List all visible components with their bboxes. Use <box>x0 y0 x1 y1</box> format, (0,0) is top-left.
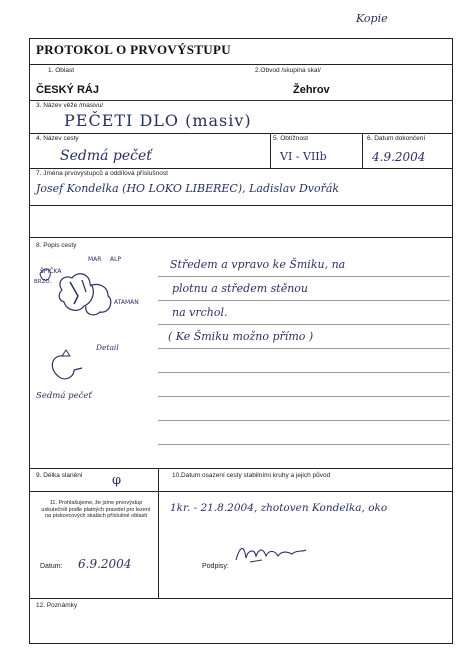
corner-note: Kopie <box>356 12 388 25</box>
ruled-line <box>158 300 450 301</box>
jmena-label: 7. Jména prvovýstupců a oddílová příslušnost <box>36 170 168 177</box>
divider <box>29 491 453 492</box>
sketch-label: ALP <box>110 256 122 263</box>
osazeni-value: 1kr. - 21.8.2004, zhotoven Kondelka, oko <box>170 502 388 514</box>
divider <box>270 133 271 168</box>
sketch-caption: Sedmá pečeť <box>36 391 92 401</box>
divider <box>29 133 453 134</box>
route-sketch <box>34 252 158 412</box>
vez-label: 3. Název věže /masivu/ <box>36 102 104 109</box>
ruled-line <box>158 276 450 277</box>
route-line <box>70 282 78 304</box>
sketch-label: ATAMAN <box>114 299 139 306</box>
datum2-value: 6.9.2004 <box>78 557 132 571</box>
popis-label: 8. Popis cesty <box>36 242 77 249</box>
podpisy-label: Podpisy: <box>202 563 229 570</box>
ruled-line <box>158 444 450 445</box>
divider <box>158 468 159 598</box>
datum-label: 6. Datum dokončení <box>367 135 426 142</box>
ruled-line <box>158 324 450 325</box>
route-line <box>82 280 86 292</box>
obvod-label: 2.Obvod /skupina skal/ <box>255 67 321 74</box>
delka-value: φ <box>112 473 122 488</box>
sketch-label: MAR <box>88 256 102 263</box>
divider <box>29 100 453 101</box>
popis-line: na vrchol. <box>172 306 228 319</box>
divider <box>29 237 453 238</box>
page-title: PROTOKOL O PRVOVÝSTUPU <box>36 42 231 57</box>
divider <box>362 133 363 168</box>
rock-outline <box>86 284 111 314</box>
obtiznost-label: 5. Obtížnost <box>273 135 309 142</box>
ruled-line <box>158 348 450 349</box>
divider <box>29 168 453 169</box>
datum-value: 4.9.2004 <box>372 150 426 164</box>
popis-line: Středem a vpravo ke Šmiku, na <box>170 258 346 271</box>
sketch-label: BRZD. <box>34 279 52 285</box>
sketch-label: ŠPIČKA <box>40 268 62 275</box>
detail-arrow <box>62 350 70 356</box>
cesta-label: 4. Název cesty <box>36 135 79 142</box>
obtiznost-value: VI - VIIb <box>280 150 327 163</box>
divider <box>29 598 453 599</box>
route-line <box>74 368 82 370</box>
jmena-value: Josef Kondelka (HO LOKO LIBEREC), Ladislav Dvořák <box>36 182 340 195</box>
detail-label: Detail <box>96 343 119 352</box>
cesta-value: Sedmá pečeť <box>60 148 152 164</box>
divider <box>29 468 453 469</box>
datum2-label: Datum: <box>40 563 63 570</box>
osazeni-label: 10.Datum osazení cesty stabilními kruhy a jejich původ <box>172 472 331 479</box>
divider <box>29 205 453 206</box>
divider <box>29 64 453 65</box>
signature <box>232 540 310 566</box>
oblast-label: 1. Oblast <box>48 67 75 74</box>
obvod-value: Žehrov <box>293 84 330 96</box>
ruled-line <box>158 396 450 397</box>
delka-label: 9. Délka slanění <box>36 472 83 479</box>
ruled-line <box>158 372 450 373</box>
vez-value: PEČETI DLO (masiv) <box>64 111 252 130</box>
detail-outline <box>52 356 74 379</box>
ruled-line <box>158 420 450 421</box>
popis-line: plotnu a středem stěnou <box>172 282 309 295</box>
poznamky-label: 12. Poznámky <box>36 602 78 609</box>
oblast-value: ČESKÝ RÁJ <box>36 84 99 96</box>
popis-line: ( Ke Šmiku možno přímo ) <box>168 330 314 343</box>
prohlaseni-label: 11. Prohlašujeme, že jsme prvovýstup uskutečnili podle platných pravidel pro lezení na pískovcových skalách příslušné oblasti <box>41 500 151 519</box>
